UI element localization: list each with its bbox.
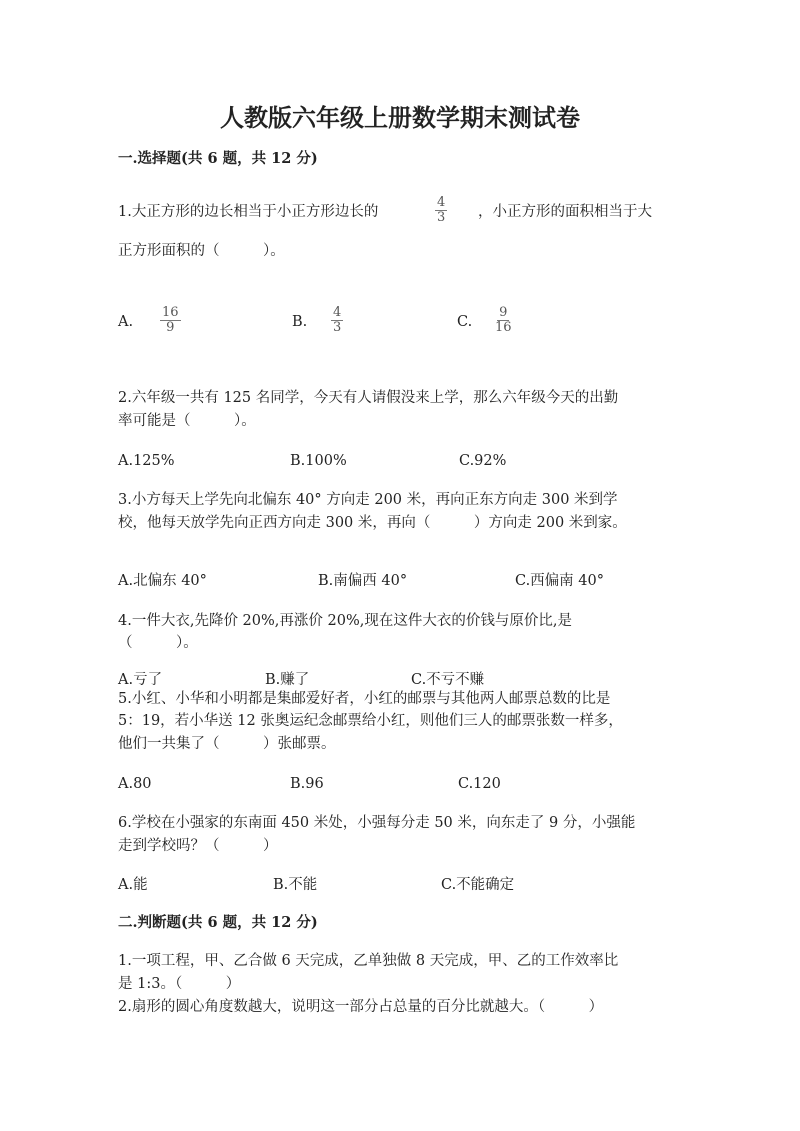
page-title: 人教版六年级上册数学期末测试卷 [220,103,580,132]
question-text: 4.一件大衣,先降价 20%,再涨价 20%,现在这件大衣的价钱与原价比,是 [118,613,572,629]
option-c[interactable]: C. [457,314,473,330]
question-text: 率可能是（ ）。 [118,413,256,429]
option-c[interactable]: C.120 [458,776,501,792]
option-a[interactable]: A. [118,314,134,330]
judgment-2: 2.扇形的圆心角度数越大，说明这一部分占总量的百分比就越大。（ ） [118,999,604,1015]
question-text: 2.六年级一共有 125 名同学，今天有人请假没来上学，那么六年级今天的出勤 [118,390,619,406]
numerator: 16 [162,305,179,320]
fraction [495,306,512,335]
denominator: 3 [437,210,446,225]
option-c[interactable]: C.不亏不赚 [411,672,485,688]
denominator: 9 [166,320,175,335]
section-heading-choice: 一.选择题(共 6 题，共 12 分) [118,150,318,167]
denominator: 16 [495,320,512,335]
fraction [435,196,447,225]
numerator: 9 [499,305,508,320]
question-text: 正方形面积的（ ）。 [118,243,285,259]
option-a[interactable]: A.125% [118,453,175,469]
option-b[interactable]: B.96 [290,776,324,792]
option-a[interactable]: A.亏了 [118,672,163,688]
question-text: 5.小红、小华和小明都是集邮爱好者，小红的邮票与其他两人邮票总数的比是 [118,691,611,707]
question-text: 6.学校在小强家的东南面 450 米处，小强每分走 50 米，向东走了 9 分，小强能 [118,815,636,831]
question-text: 他们一共集了（ ）张邮票。 [118,736,336,752]
question-text: 走到学校吗？（ ） [118,838,278,854]
option-b[interactable]: B.赚了 [265,672,310,688]
option-c[interactable]: C.不能确定 [441,877,515,893]
option-c[interactable]: C.92% [459,453,507,469]
fraction [160,306,181,335]
question-text: 是 1:3。（ ） [118,976,241,992]
section-heading-judgment: 二.判断题(共 6 题，共 12 分) [118,914,318,931]
question-text: （ ）。 [118,635,198,651]
question-text: 5：19，若小华送 12 张奥运纪念邮票给小红，则他们三人的邮票张数一样多， [118,713,623,729]
fraction [331,306,343,335]
question-text: 校，他每天放学先向正西方向走 300 米，再向（ ）方向走 200 米到家。 [118,515,627,531]
numerator: 4 [437,195,446,210]
question-text: 1.大正方形的边长相当于小正方形边长的 [118,204,379,220]
option-b[interactable]: B.100% [290,453,347,469]
numerator: 4 [333,305,342,320]
option-b[interactable]: B.南偏西 40° [318,573,408,589]
question-text: ，小正方形的面积相当于大 [478,204,652,220]
option-b[interactable]: B. [292,314,308,330]
option-a[interactable]: A.80 [118,776,152,792]
denominator: 3 [333,320,342,335]
option-b[interactable]: B.不能 [273,877,318,893]
option-a[interactable]: A.能 [118,877,148,893]
question-text: 3.小方每天上学先向北偏东 40° 方向走 200 米，再向正东方向走 300 米到学 [118,492,618,508]
option-c[interactable]: C.西偏南 40° [515,573,604,589]
question-text: 1.一项工程，甲、乙合做 6 天完成，乙单独做 8 天完成，甲、乙的工作效率比 [118,953,619,969]
option-a[interactable]: A.北偏东 40° [118,573,207,589]
